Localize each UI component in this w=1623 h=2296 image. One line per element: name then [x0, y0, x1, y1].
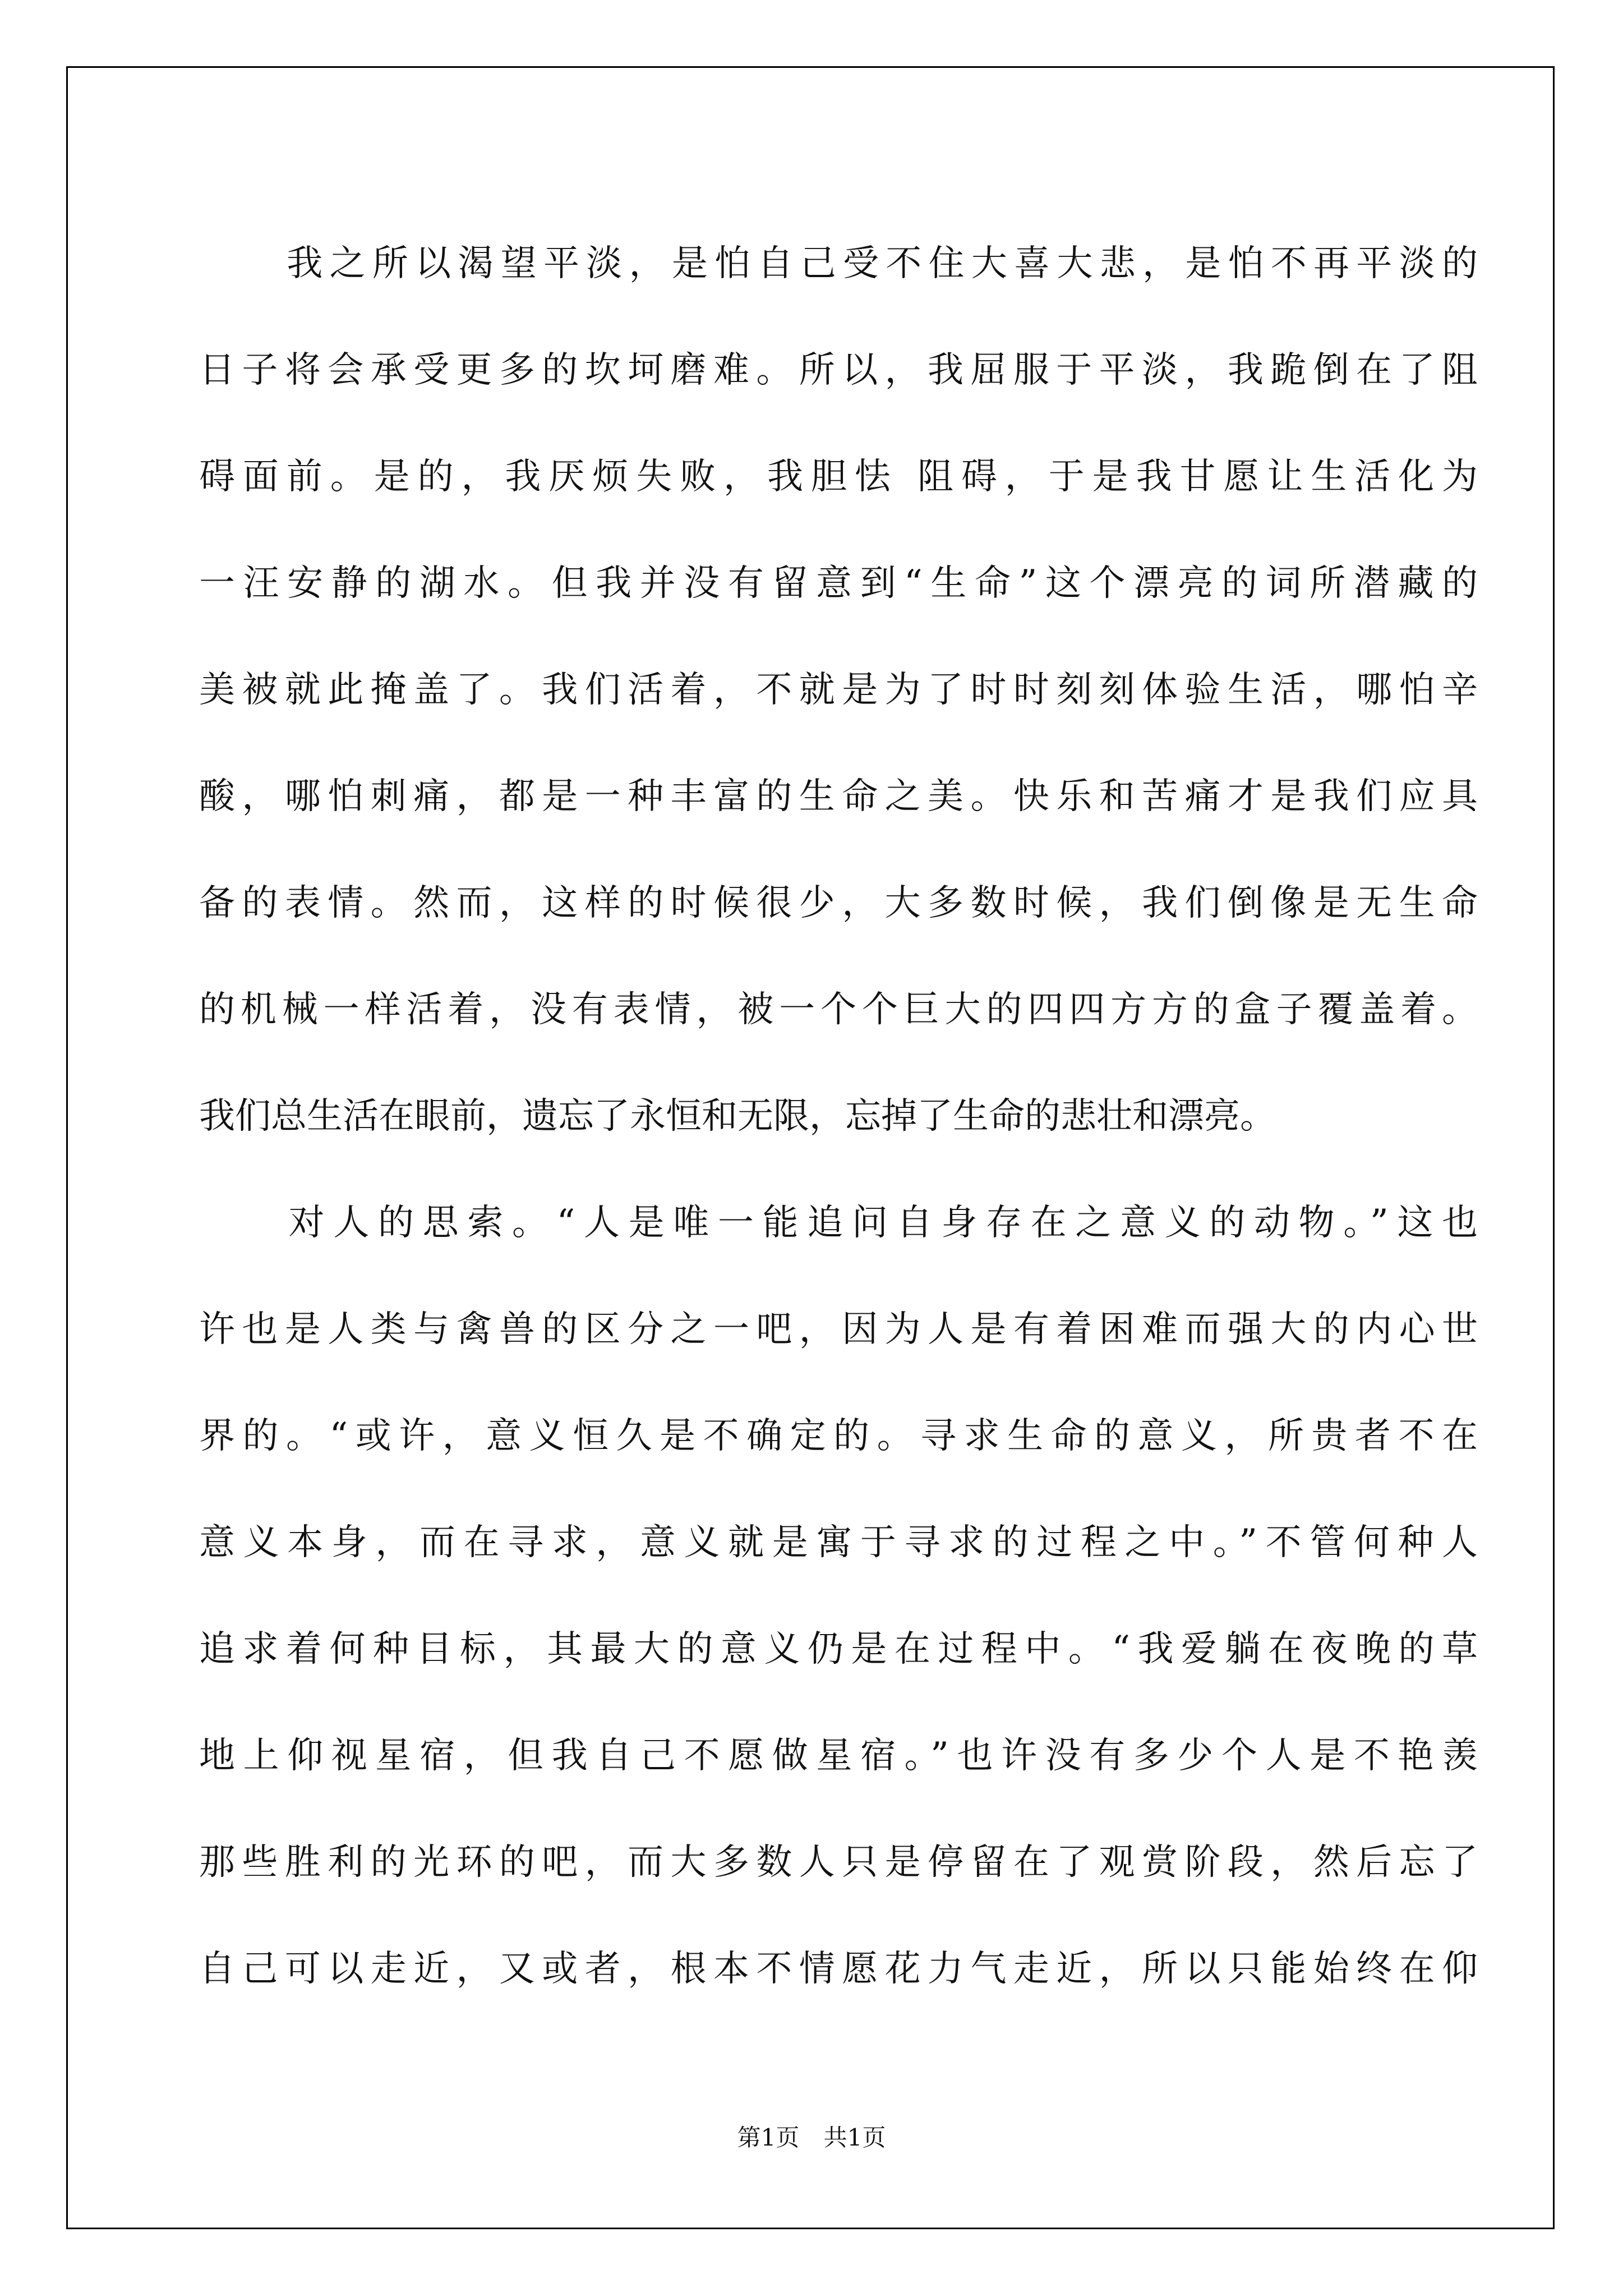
paragraph-2-line-8: 自己可以走近，又或者，根本不情愿花力气走近，所以只能始终在仰 — [199, 1948, 1478, 1990]
paragraph-1-line-1: 我之所以渴望平淡，是怕自己受不住大喜大悲，是怕不再平淡的 — [280, 243, 1478, 284]
paragraph-1-line-4: 一汪安静的湖水。但我并没有留意到“生命”这个漂亮的词所潜藏的 — [199, 563, 1478, 604]
paragraph-1-line-2: 日子将会承受更多的坎坷磨难。所以，我屈服于平淡，我跪倒在了阻 — [199, 349, 1478, 391]
document-body — [199, 210, 1478, 2022]
paragraph-1-line-9: 我们总生活在眼前，遗忘了永恒和无限，忘掉了生命的悲壮和漂亮。 — [199, 1096, 1276, 1137]
paragraph-1-line-7: 备的表情。然而，这样的时候很少，大多数时候，我们倒像是无生命 — [199, 882, 1478, 924]
paragraph-1-line-3: 碍面前。是的，我厌烦失败，我胆怯 阻碍，于是我甘愿让生活化为 — [199, 456, 1478, 498]
paragraph-2-line-7: 那些胜利的光环的吧，而大多数人只是停留在了观赏阶段，然后忘了 — [199, 1842, 1478, 1883]
paragraph-2-line-6: 地上仰视星宿，但我自己不愿做星宿。”也许没有多少个人是不艳羡 — [199, 1735, 1478, 1777]
paragraph-2-line-2: 许也是人类与禽兽的区分之一吧，因为人是有着困难而强大的内心世 — [199, 1309, 1478, 1350]
paragraph-2-line-4: 意义本身，而在寻求，意义就是寓于寻求的过程之中。”不管何种人 — [199, 1522, 1478, 1563]
paragraph-1-line-8: 的机械一样活着，没有表情，被一个个巨大的四四方方的盒子覆盖着。 — [199, 989, 1478, 1030]
paragraph-1-line-5: 美被就此掩盖了。我们活着，不就是为了时时刻刻体验生活，哪怕辛 — [199, 669, 1478, 711]
paragraph-2-line-3: 界的。“或许，意义恒久是不确定的。寻求生命的意义，所贵者不在 — [199, 1415, 1478, 1457]
paragraph-2-line-1: 对人的思索。“人是唯一能追问自身存在之意义的动物。”这也 — [280, 1202, 1478, 1244]
paragraph-1-line-6: 酸，哪怕刺痛，都是一种丰富的生命之美。快乐和苦痛才是我们应具 — [199, 776, 1478, 817]
paragraph-2-line-5: 追求着何种目标，其最大的意义仍是在过程中。“我爱躺在夜晚的草 — [199, 1628, 1478, 1670]
page-number-footer: 第1页 共1页 — [737, 2124, 886, 2151]
